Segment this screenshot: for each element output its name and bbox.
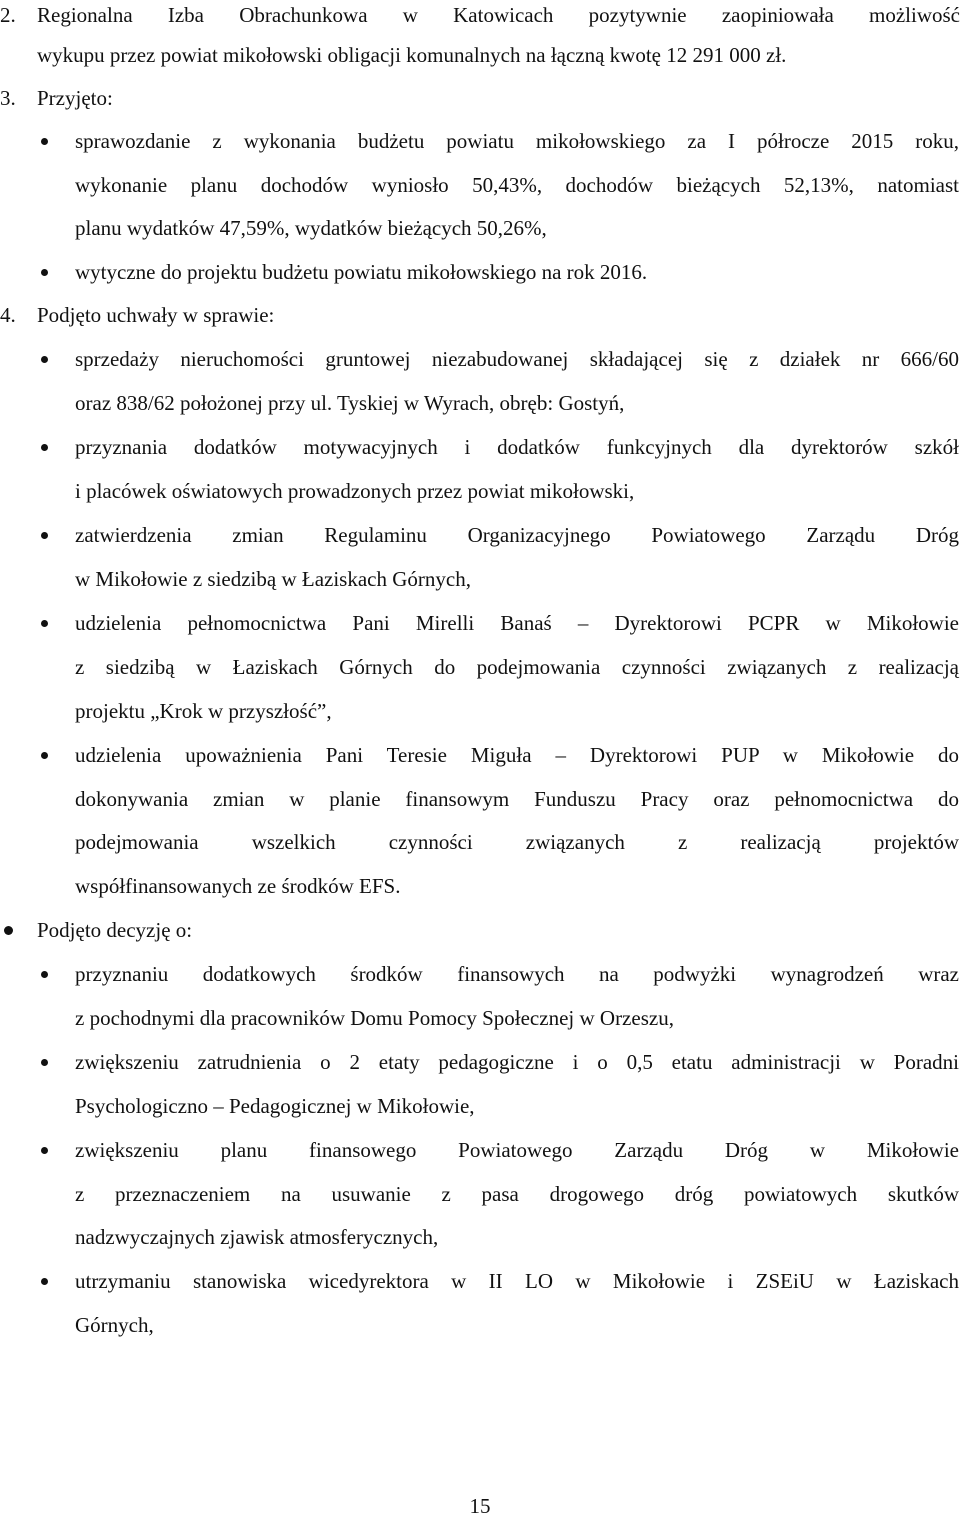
text-line: z przeznaczeniem na usuwanie z pasa drogowego dróg powiatowych skutków: [75, 1182, 959, 1206]
text-line: projektu „Krok w przyszłość”,: [75, 699, 332, 723]
bullet-icon: [41, 356, 48, 363]
page-number: 15: [469, 1494, 491, 1518]
text-line: planu wydatków 47,59%, wydatków bieżących 50,26%,: [75, 216, 547, 240]
bullet-icon: [41, 1147, 48, 1154]
bullet-icon: [41, 1059, 48, 1066]
text-line: Psychologiczno – Pedagogicznej w Mikołowie,: [75, 1094, 475, 1118]
text-line: i placówek oświatowych prowadzonych przez powiat mikołowski,: [75, 479, 635, 503]
text-line: w Mikołowie z siedzibą w Łaziskach Górnych,: [75, 567, 471, 591]
text-line: przyznania dodatków motywacyjnych i dodatków funkcyjnych dla dyrektorów szkół: [75, 435, 959, 459]
bullet-icon: [41, 971, 48, 978]
text-line: utrzymaniu stanowiska wicedyrektora w II LO w Mikołowie i ZSEiU w Łaziskach: [75, 1269, 959, 1293]
text-line: Podjęto decyzję o:: [37, 918, 193, 942]
text-line: wytyczne do projektu budżetu powiatu mikołowskiego na rok 2016.: [75, 260, 648, 284]
text-line: sprzedaży nieruchomości gruntowej niezabudowanej składającej się z działek nr 666/60: [75, 347, 959, 371]
text-line: z siedzibą w Łaziskach Górnych do podejmowania czynności związanych z realizacją: [75, 655, 959, 679]
bullet-icon: [41, 444, 48, 451]
text-line: udzielenia upoważnienia Pani Teresie Miguła – Dyrektorowi PUP w Mikołowie do: [75, 743, 959, 767]
text-line: wykupu przez powiat mikołowski obligacji komunalnych na łączną kwotę 12 291 000 zł.: [37, 43, 787, 67]
numbered-item-2: [0, 0, 960, 30]
item-number: 3.: [0, 86, 16, 110]
text-line: Przyjęto:: [37, 86, 113, 110]
text-line: współfinansowanych ze środków EFS.: [75, 874, 401, 898]
text-line: zatwierdzenia zmian Regulaminu Organizacyjnego Powiatowego Zarządu Dróg: [75, 523, 959, 547]
text-line: sprawozdanie z wykonania budżetu powiatu mikołowskiego za I półrocze 2015 roku,: [75, 129, 959, 153]
bullet-icon: [41, 1278, 48, 1285]
text-line: zwiększeniu zatrudnienia o 2 etaty pedagogiczne i o 0,5 etatu administracji w Poradni: [75, 1050, 959, 1074]
text-line: udzielenia pełnomocnictwa Pani Mirelli Banaś – Dyrektorowi PCPR w Mikołowie: [75, 611, 959, 635]
bullet-icon: [41, 752, 48, 759]
bullet-icon: [41, 620, 48, 627]
bullet-icon: [41, 269, 48, 276]
text-line: nadzwyczajnych zjawisk atmosferycznych,: [75, 1225, 439, 1249]
text-line: przyznaniu dodatkowych środków finansowych na podwyżki wynagrodzeń wraz: [75, 962, 959, 986]
text-line: Górnych,: [75, 1313, 154, 1337]
bullet-icon: [41, 532, 48, 539]
text-line: oraz 838/62 położonej przy ul. Tyskiej w Wyrach, obręb: Gostyń,: [75, 391, 625, 415]
text-line: zwiększeniu planu finansowego Powiatowego Zarządu Dróg w Mikołowie: [75, 1138, 959, 1162]
text-line: podejmowania wszelkich czynności związanych z realizacją projektów: [75, 830, 959, 854]
text-line: z pochodnymi dla pracowników Domu Pomocy Społecznej w Orzeszu,: [75, 1006, 674, 1030]
item-number: 4.: [0, 303, 16, 327]
text-line: dokonywania zmian w planie finansowym Funduszu Pracy oraz pełnomocnictwa do: [75, 787, 959, 811]
numbered-item-4: [0, 300, 960, 330]
numbered-item-3: [0, 83, 960, 113]
bullet-icon: [4, 926, 13, 935]
text-line: Regionalna Izba Obrachunkowa w Katowicach pozytywnie zaopiniowała możliwość: [37, 3, 960, 27]
text-line: wykonanie planu dochodów wyniosło 50,43%, dochodów bieżących 52,13%, natomiast: [75, 173, 959, 197]
text-line: Podjęto uchwały w sprawie:: [37, 303, 275, 327]
bullet-icon: [41, 138, 48, 145]
item-number: 2.: [0, 3, 16, 27]
